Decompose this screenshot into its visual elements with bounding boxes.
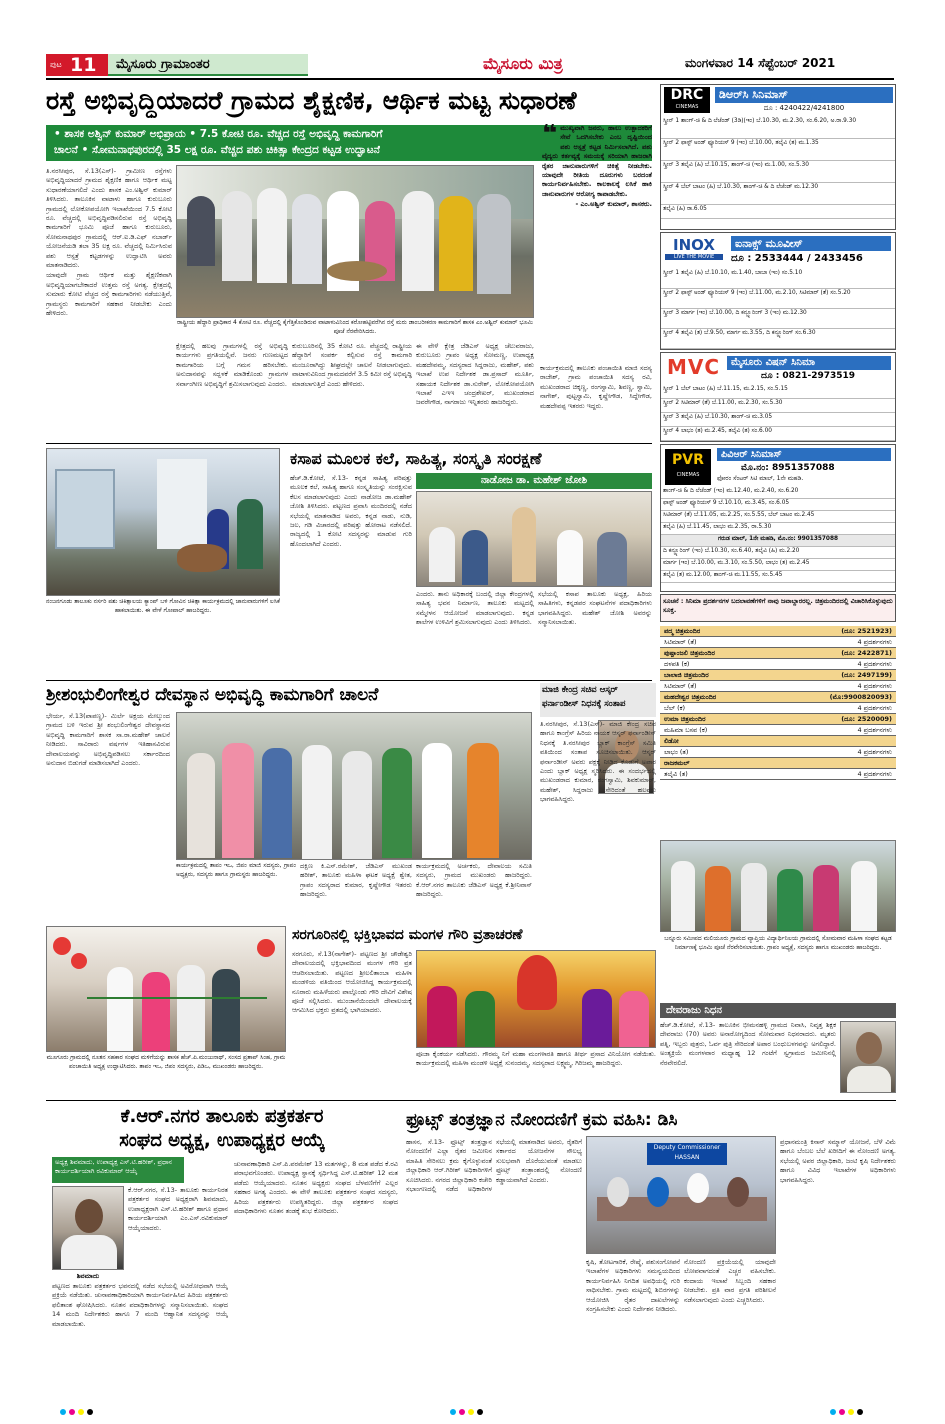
lead-photo-caption: ರಾಷ್ಟ್ರೀಯ ಹೆದ್ದಾರಿ ಪ್ರಾಧಿಕಾರ 4 ಕೋಟಿ ರೂ. ವೆಚ್ಚದಲ್ಲಿ ಕೈಗೆತ್ತಿಕೊಂಡಿರುವ ವಾಟಾಳುವಿನಿಂದ ಕರೋಹಟ್ಟಿವರೆಗಿನ ರಸ್ತೆ ಮರು ಡಾಂಬರೀಕರಣ ಕಾಮಗಾರಿಗೆ ಶಾಸಕ ಎಂ.ಅಶ್ವಿನ್ ಕುಮಾರ್ ಭೂಮಿ ಪೂಜೆ ನೆರವೇರಿಸಿದರು. [177,319,533,335]
mvc-title: ಮೈಸೂರು ವಿಷನ್ ಸಿನಿಮಾ [727,356,891,370]
page-label: ಪುಟ [50,60,62,69]
oscar-headline-1: ಮಾಜಿ ಕೇಂದ್ರ ಸಚಿವ ಆಸ್ಕರ್ [542,685,618,695]
pvr-logo [665,449,711,485]
dc-banner-line-2: HASSAN [674,1154,700,1161]
inox-row: ಸ್ಕ್ರೀನ್ 3 ಮಾರ್ಗ (ಇಂ) ಬೆ.10.00, ದಿ ಕನ್ಜ್ಯೂರಿಂಗ್ 3 (ಇಂ) ಮ.12.30 [661,309,895,329]
temple-col-2: ದಕ್ಷಿಣ ಕಿ.ಎಸ್.ರಮೇಶ್, ಜೆಡಿಎಸ್ ಮುಖಂಡ ಹರೀಶ್, ತಾಲೂಕು ಮಹಿಳಾ ಘಟಕ ಅಧ್ಯಕ್ಷೆ ಶ್ವೇತ, ಗ್ರಾಪಂ ಸದಸ್ಯರಾದ ಕುಮಾರ, ಕೃಷ್ಣೇಗೌಡ ಇತರರು ಹಾಜರಿದ್ದರು. [300,862,412,899]
oscar-head-box [540,683,656,717]
pvr-address: ಫೋರಂ ಸೆಂಟರ್ ಸಿಟಿ ಮಾಲ್, 1ನೇ ಮಹಡಿ. [717,475,804,482]
theatre-shows: 4 ಪ್ರದರ್ಶನಗಳು [857,660,892,668]
krnagar-headline-2: ಸಂಘದ ಅಧ್ಯಕ್ಷ, ಉಪಾಧ್ಯಕ್ಷರ ಆಯ್ಕೆ [119,1130,325,1151]
mvc-logo: MVC [667,355,721,379]
drc-logo-sub: CINEMAS [675,104,699,110]
gowri-photo [416,950,656,1048]
obit-headline: ದೇವರಾಜು ನಿಧನ [660,1003,896,1018]
fruits-col-4: ಪ್ರಧಾನಮಂತ್ರಿ ಕಿಸಾನ್ ಸಮ್ಮಾನ್ ಯೋಜನೆ, ಬೆಳೆ ವಿಮೆ ಹಾಗೂ ಬೆಂಬಲ ಬೆಲೆ ಖರೀದಿಗೆ ಈ ನೋಂದಣಿ ಅಗತ್ಯ. ಸಭೆಯಲ್ಲಿ ಅಪರ ಜಿಲ್ಲಾಧಿಕಾರಿ, ಜಂಟಿ ಕೃಷಿ ನಿರ್ದೇಶಕರು ಹಾಗೂ ವಿವಿಧ ಇಲಾಖೆಗಳ ಅಧಿಕಾರಿಗಳು ಭಾಗವಹಿಸಿದ್ದರು. [780,1138,896,1184]
registration-dots-center [450,1400,486,1419]
lead-quote-author: - ಎಂ.ಅಶ್ವಿನ್ ಕುಮಾರ್, ಶಾಸಕರು. [575,200,652,209]
dc-banner [647,1143,727,1165]
theatre-movie: ಸಿಟಿಮಾರ್ (ತೆ) [664,638,697,646]
theatre-shows: 4 ಪ್ರದರ್ಶನಗಳು [857,682,892,690]
krnagar-col-2: ಚುನಾವಣಾಧಿಕಾರಿ ಎಸ್.ಪಿ.ಪರಮೇಶ್ 13 ಮತಗಳನ್ನು, 8 ಮತ ಪಡೆದ ಕೆ.ರವಿ ಪರಾಭವಗೊಂಡರು. ಉಪಾಧ್ಯಕ್ಷ ಸ್ಥಾನಕ್ಕೆ ಸ್ಪರ್ಧಿಸಿದ್ದ ಎಸ್.ಟಿ.ಹರೀಶ್ 12 ಮತ ಪಡೆದು ಆಯ್ಕೆಯಾದರು. ನೂತನ ಅಧ್ಯಕ್ಷರು ಸಂಘದ ಬೆಳವಣಿಗೆಗೆ ಎಲ್ಲರ ಸಹಕಾರ ಅಗತ್ಯ ಎಂದರು. ಈ ವೇಳೆ ತಾಲೂಕು ಪತ್ರಕರ್ತರ ಸಂಘದ ಸದಸ್ಯರು, ಹಿರಿಯ ಪತ್ರಕರ್ತರು ಉಪಸ್ಥಿತರಿದ್ದರು. ಜಿಲ್ಲಾ ಪತ್ರಕರ್ತರ ಸಂಘದ ಪದಾಧಿಕಾರಿಗಳು ನೂತನ ತಂಡಕ್ಕೆ ಶುಭ ಕೋರಿದರು. [234,1160,398,1216]
theatre-movie: ಲಾಭಂ (ತ) [664,748,689,756]
krnagar-photo-label: ಶಿವಮಾದು [76,1272,100,1280]
shop-photo [46,926,286,1052]
drc-schedule [661,117,895,219]
lead-bottom-rule [46,443,652,444]
fruits-col-3: ನೋಂದಣಿ ಪ್ರಕ್ರಿಯೆಯಲ್ಲಿ ಯಾವುದೇ ಲೋಪವಾಗದಂತೆ ಎಚ್ಚರ ವಹಿಸಬೇಕು. ಕಂದಾಯ ಇಲಾಖೆ ಸಿಬ್ಬಂದಿ ಸಹಕಾರ ನೀಡಬೇಕು. ಪ್ರತಿ ವಾರ ಪ್ರಗತಿ ಪರಿಶೀಲನೆ ನಡೆಸಲಾಗುವುದು ಎಂದು ಎಚ್ಚರಿಸಿದರು. [684,1258,776,1304]
drc-row: ಸ್ಕ್ರೀನ್ 3 ತಲೈವಿ (ಹಿ) ಬೆ.10.15, ಶಾಂಗ್-ಚಿ (ಇಂ) ಮ.1.00, ಸಂ.5.30 [661,161,895,183]
masthead-rule [46,78,894,80]
pvr-schedule [661,487,895,583]
mvc-schedule [661,385,895,441]
theatre-movie: ದಳಪತಿ (ಕ) [664,660,690,668]
oscar-body: ತಿ.ನರಸೀಪುರ, ಸೆ.13(ಎಸ್)- ಮಾಜಿ ಕೇಂದ್ರ ಸಚಿವ ಹಾಗೂ ಕಾಂಗ್ರೆಸ್ ಹಿರಿಯ ನಾಯಕ ಆಸ್ಕರ್ ಫರ್ನಾಂಡೀಸ್ ನಿಧನಕ್ಕೆ ತಿ.ನರಸೀಪುರ ಬ್ಲಾಕ್ ಕಾಂಗ್ರೆಸ್ ಸಮಿತಿ ವತಿಯಿಂದ ಸಂತಾಪ ಸೂಚಿಸಲಾಯಿತು. ಆಸ್ಕರ್ ಫರ್ನಾಂಡೀಸ್ ಅವರು ಪಕ್ಷಕ್ಕೆ ನೀಡಿದ ಕೊಡುಗೆ ಅಪಾರ ಎಂದು ಬ್ಲಾಕ್ ಅಧ್ಯಕ್ಷ ಸ್ಮರಿಸಿದರು. ಈ ಸಂದರ್ಭದಲ್ಲಿ ಮುಖಂಡರಾದ ಕುಮಾರ, ರಂಗಸ್ವಾಮಿ, ಶಿವಕುಮಾರ್, ಮಹೇಶ್, ಸಿದ್ದರಾಜು ಸೇರಿದಂತೆ ಹಲವರು ಭಾಗವಹಿಸಿದ್ದರು. [540,720,656,804]
theatre-name: ಲಿಡೋ [664,737,679,745]
inox-logo-sub: LIVE THE MOVIE [665,254,723,260]
fruits-col-2: ಕೃಷಿ, ತೋಟಗಾರಿಕೆ, ರೇಷ್ಮೆ, ಪಶುಸಂಗೋಪನೆ ಇಲಾಖೆಗಳ ಅಧಿಕಾರಿಗಳು ಸಮನ್ವಯದಿಂದ ಕಾರ್ಯನಿರ್ವಹಿಸಿ ನಿಗದಿತ ಅವಧಿಯಲ್ಲಿ ಗುರಿ ಸಾಧಿಸಬೇಕು. ಗ್ರಾಮ ಮಟ್ಟದಲ್ಲಿ ಶಿಬಿರಗಳನ್ನು ಆಯೋಜಿಸಿ ರೈತರ ದಾಖಲೆಗಳನ್ನು ಸಂಗ್ರಹಿಸಬೇಕು ಎಂದು ನಿರ್ದೇಶನ ನೀಡಿದರು. [586,1258,680,1314]
shop-caption: ಮೂಗೂರು ಗ್ರಾಮದಲ್ಲಿ ನೂತನ ಸಹಕಾರ ಸಂಘದ ಮಳಿಗೆಯನ್ನು ಶಾಸಕ ಹೆಚ್.ಪಿ.ಮಂಜುನಾಥ್, ಸಂಸದ ಪ್ರತಾಪ್ ಸಿಂಹ, ಗ್ರಾಮ ಪಂಚಾಯಿತಿ ಅಧ್ಯಕ್ಷ ಉದ್ಘಾಟಿಸಿದರು. ತಾಪಂ ಇಒ, ಜಿಪಂ ಸದಸ್ಯರು, ಪಿಡಿಒ, ಮುಖಂಡರು ಹಾಜರಿದ್ದರು. [46,1054,286,1070]
gowri-headline: ಸರಗೂರಿನಲ್ಲಿ ಭಕ್ತಿಭಾವದ ಮಂಗಳ ಗೌರಿ ವ್ರತಾಚರಣೆ [292,927,523,943]
theatre-shows: 4 ಪ್ರದರ್ಶನಗಳು [857,726,892,734]
drc-logo-text: DRC [670,87,704,103]
krnagar-col-1: ಕೆ.ಆರ್.ನಗರ, ಸೆ.13- ತಾಲೂಕು ಕಾರ್ಯನಿರತ ಪತ್ರಕರ್ತರ ಸಂಘದ ಅಧ್ಯಕ್ಷರಾಗಿ ಶಿವಮಾದು, ಉಪಾಧ್ಯಕ್ಷರಾಗಿ ಎಸ್.ಟಿ.ಹರೀಶ್ ಹಾಗೂ ಪ್ರಧಾನ ಕಾರ್ಯದರ್ಶಿಯಾಗಿ ಎಂ.ಎಸ್.ರವಿಕುಮಾರ್ ಆಯ್ಕೆಯಾದರು. [128,1186,228,1232]
inox-row: ಸ್ಕ್ರೀನ್ 1 ತಲೈವಿ (ಹಿ) ಬೆ.10.10, ಮ.1.40, ಬಾಬಾ (ಇಂ) ಸಂ.5.10 [661,269,895,289]
cinema-notice: ಸೂಚನೆ : ಸಿನಿಮಾ ಪ್ರದರ್ಶನಗಳ ಬದಲಾವಣೆಗಳಿಗೆ ನಾವು ಜವಾಬ್ದಾರರಲ್ಲ. ಚಿತ್ರಮಂದಿರದಲ್ಲಿ ವಿಚಾರಿಸಿಕೊಳ್ಳುವುದು ಸೂಕ್ತ. [660,594,896,622]
theatre-phone: (ದೂ: 2520009) [841,715,892,723]
theatre-movie: ಬೆಲ್ (ಕ) [664,704,686,712]
mvc-row: ಸ್ಕ್ರೀನ್ 2 ಸಿಟಿಮಾರ್ (ತೆ) ಬೆ.11.00, ಮ.2.30, ಸಂ.5.30 [661,399,895,413]
lead-col-3: ಕುರುಬೂರಿನಲ್ಲಿ 35 ಕೋಟಿ ರೂ. ವೆಚ್ಚದಲ್ಲಿ ರಾಷ್ಟ್ರೀಯ ಹೆದ್ದಾರಿಗೆ ಸಂಪರ್ಕ ಕಲ್ಪಿಸುವ ರಸ್ತೆ ಕಾಮಗಾರಿ ಮಂಜೂರಾಗಿದ್ದು ಶೀಘ್ರದಲ್ಲೇ ಚಾಲನೆ ನೀಡಲಾಗುವುದು. ವಾಟಾಳುವಿನಿಂದ ಗ್ರಾಮದವರೆಗೆ 3.5 ಕಿಮೀ ರಸ್ತೆ ಅಭಿವೃದ್ಧಿ ಮಾಡಲಾಗುತ್ತಿದೆ ಎಂದು ಹೇಳಿದರು. [292,342,412,388]
pvr-logo-sub: CINEMAS [676,472,700,478]
dc-banner-line-1: Deputy Commissioner [653,1144,721,1151]
mvc-phone: ದೂ : 0821-2973519 [761,371,856,381]
theatre-phone: (ದೂ: 2521923) [841,627,892,635]
lead-col-4: ಈ ವೇಳೆ ಕ್ಷೇತ್ರ ಜೆಡಿಎಸ್ ಅಧ್ಯಕ್ಷ ಚೆಲುವರಾಜು, ಕುರುಬೂರು ಗ್ರಾಪಂ ಅಧ್ಯಕ್ಷ ಸೋಮಣ್ಣ, ಉಪಾಧ್ಯಕ್ಷ ಮಹದೇವಮ್ಮ, ಸದಸ್ಯರಾದ ಸಿದ್ದರಾಜು, ಮಹೇಶ್, ಪಶು ಇಲಾಖೆ ಉಪ ನಿರ್ದೇಶಕ ಡಾ.ಪ್ರಸಾದ್ ಮೂರ್ತಿ, ಸಹಾಯಕ ನಿರ್ದೇಶಕ ಡಾ.ಸುರೇಶ್, ಲೋಕೋಪಯೋಗಿ ಇಲಾಖೆ ಎಇಇ ಚಂದ್ರಶೇಖರ್, ಮುಖಂಡರಾದ ಜವರೇಗೌಡ, ನಾಗರಾಜು ಇನ್ನಿತರರು ಹಾಜರಿದ್ದರು. [416,342,534,407]
right-photo [660,840,896,932]
drc-row: ಸ್ಕ್ರೀನ್ 4 ಬೆಲ್ ಬಾಟಂ (ಹಿ) ಬೆ.10.30, ಶಾಂಗ್-ಚಿ & ದಿ ಲೆಜೆಂಡ್ ಮ.12.30 [661,183,895,205]
inox-phone: ದೂ : 2533444 / 2433456 [731,253,863,264]
theatre-name: ರಾಜಕಮಲ್ [664,759,690,767]
drc-row: ತಲೈವಿ (ಹಿ) ರಾ.6.05 [661,205,895,219]
quote-mark-icon: ❝ [542,124,558,149]
kasapa-headline: ಕಸಾಪ ಮೂಲಕ ಕಲೆ, ಸಾಹಿತ್ಯ, ಸಂಸ್ಕೃತಿ ಸಂರಕ್ಷಣೆ [290,449,542,468]
theatre-entry [660,692,896,714]
temple-col-3: ಕಾರ್ಯಕ್ರಮದಲ್ಲಿ ಅರ್ಚಕರು, ದೇವಾಲಯ ಸಮಿತಿ ಸದಸ್ಯರು, ಗ್ರಾಮದ ಮುಖಂಡರು ಹಾಜರಿದ್ದರು. ಕೆ.ಆರ್.ನಗರ ತಾಲೂಕು ಜೆಡಿಎಸ್ ಅಧ್ಯಕ್ಷ ಕೆ.ಶ್ರೀನಿವಾಸ್ ಹಾಜರಿದ್ದರು. [416,862,532,899]
issue-date: ಮಂಗಳವಾರ 14 ಸೆಪ್ಟೆಂಬರ್ 2021 [685,56,836,70]
inox-logo-text: INOX [673,236,715,254]
drc-phone: ದೂ : 4240422/4241800 [763,104,845,112]
pvr-row: ಫಾಸ್ಟ್ ಅಂಡ್ ಫ್ಯೂರಿಯಸ್ 9 ಬೆ.10.10, ಮ.3.45, ಸಂ.6.05 [661,499,895,511]
right-photo-caption: ಬನ್ನೂರು ಸಮೀಪದ ಮಲಿಯೂರು ಗ್ರಾಮದ ವ್ಯಾಪ್ತಿಯ ವಿದ್ಯಾರ್ಥಿನಿಲಯ ಗ್ರಾಮದಲ್ಲಿ ಸೋಮವಾರ ಮಹಿಳಾ ಸಂಘದ ಕಟ್ಟಡ ನಿರ್ಮಾಣಕ್ಕೆ ಭೂಮಿ ಪೂಜೆ ನೆರವೇರಿಸಲಾಯಿತು. ಗ್ರಾಪಂ ಅಧ್ಯಕ್ಷೆ, ಸದಸ್ಯರು ಹಾಗೂ ಮುಖಂಡರು ಹಾಜರಿದ್ದರು. [664,935,892,951]
temple-caption: ಕಾರ್ಯಕ್ರಮದಲ್ಲಿ ತಾಪಂ ಇಒ, ಜಿಪಂ ಮಾಜಿ ಸದಸ್ಯರು, ಗ್ರಾಪಂ ಅಧ್ಯಕ್ಷರು, ಸದಸ್ಯರು ಹಾಗೂ ಗ್ರಾಮಸ್ಥರು ಹಾಜರಿದ್ದರು. [176,862,296,878]
theatre-entry [660,758,896,780]
theatre-name: ಬಾಲಾಜಿ ಚಿತ್ರಮಂದಿರ [664,671,709,679]
theatre-shows: 4 ಪ್ರದರ್ಶನಗಳು [857,770,892,778]
fruits-col-1: ಹಾಸನ, ಸೆ.13- ಫ್ರೂಟ್ಸ್ ತಂತ್ರಜ್ಞಾನ ನೋಂದಣಿಗೆ ಎಲ್ಲಾ ರೈತರ ಜಮೀನಿನ ಮಾಹಿತಿ ಸೇರಿಸಲು ಕ್ರಮ ಕೈಗೊಳ್ಳುವಂತೆ ಜಿಲ್ಲಾಧಿಕಾರಿ ಆರ್.ಗಿರೀಶ್ ಅಧಿಕಾರಿಗಳಿಗೆ ಸೂಚಿಸಿದರು. ನಗರದ ಜಿಲ್ಲಾಧಿಕಾರಿ ಕಚೇರಿ ಸಭಾಂಗಣದಲ್ಲಿ ನಡೆದ ಅಧಿಕಾರಿಗಳ ಸಭೆಯಲ್ಲಿ ಮಾತನಾಡಿದ ಅವರು, ರೈತರಿಗೆ ಸರ್ಕಾರದ ಯೋಜನೆಗಳ ಸೌಲಭ್ಯ ಸುಲಭವಾಗಿ ದೊರೆಯುವಂತೆ ಮಾಡಲು ಫ್ರೂಟ್ಸ್ ತಂತ್ರಾಂಶದಲ್ಲಿ ನೋಂದಣಿ ಕಡ್ಡಾಯವಾಗಿದೆ ಎಂದರು. [406,1138,582,1194]
registration-dots-left [60,1400,96,1419]
drc-title: ಡಿಆರ್‌ಸಿ ಸಿನಿಮಾಸ್ [715,87,893,103]
krnagar-col-1b: ಪಟ್ಟಣದ ತಾಲೂಕು ಪತ್ರಕರ್ತರ ಭವನದಲ್ಲಿ ನಡೆದ ಸಭೆಯಲ್ಲಿ ಅವಿರೋಧವಾಗಿ ಆಯ್ಕೆ ಪ್ರಕ್ರಿಯೆ ನಡೆಯಿತು. ಚುನಾವಣಾಧಿಕಾರಿಯಾಗಿ ಕಾರ್ಯನಿರ್ವಹಿಸಿದ ಹಿರಿಯ ಪತ್ರಕರ್ತರು ಫಲಿತಾಂಶ ಘೋಷಿಸಿದರು. ನೂತನ ಪದಾಧಿಕಾರಿಗಳನ್ನು ಸನ್ಮಾನಿಸಲಾಯಿತು. ಸಂಘದ 14 ಮಂದಿ ನಿರ್ದೇಶಕರು ಹಾಗೂ 7 ಮಂದಿ ಆಹ್ವಾನಿತ ಸದಸ್ಯರನ್ನು ಆಯ್ಕೆ ಮಾಡಲಾಯಿತು. [52,1282,228,1328]
theatre-name: ಪದ್ಮ ಚಿತ್ರಮಂದಿರ [664,627,701,635]
inox-schedule [661,269,895,349]
section-box [108,54,308,76]
inox-logo [665,236,723,266]
mvc-row: ಸ್ಕ್ರೀನ್ 4 ಲಾಭಂ (ತ) ಮ.2.45, ತಲೈವಿ (ತ) ಸಂ.6.00 [661,427,895,441]
pvr-row: ಸಿಟಿಮಾರ್ (ತೆ) ಬೆ.11.05, ಮ.2.25, ಸಂ.5.55, ಬೆಲ್ ಬಾಟಂ ಮ.2.45 [661,511,895,523]
drc-row: ಸ್ಕ್ರೀನ್ 1 ಶಾಂಗ್-ಚಿ & ದಿ ಲೆಜೆಂಡ್ (3ಡಿ)(ಇಂ) ಬೆ.10.30, ಮ.2.30, ಸಂ.6.20, ಅ.ರಾ.9.30 [661,117,895,139]
lead-col-2: ಕ್ಷೇತ್ರದಲ್ಲಿ ಹಲವು ಗ್ರಾಮಗಳಲ್ಲಿ ರಸ್ತೆ ಅಭಿವೃದ್ಧಿ ಕಾರ್ಯಗಳು ಪ್ರಗತಿಯಲ್ಲಿವೆ. ಜನರು ಗುಣಮಟ್ಟದ ಕಾಮಗಾರಿಯ ಬಗ್ಗೆ ಗಮನ ಹರಿಸಬೇಕು. ಅನುದಾನವನ್ನು ಸದ್ಬಳಕೆ ಮಾಡಿಕೊಂಡು ಗ್ರಾಮಗಳ ಸರ್ವಾಂಗೀಣ ಅಭಿವೃದ್ಧಿಗೆ ಶ್ರಮಿಸಲಾಗುವುದು ಎಂದರು. [176,342,288,388]
theatre-shows: 4 ಪ್ರದರ್ಶನಗಳು [857,748,892,756]
kasapa-col-1: ಹೆಚ್.ಡಿ.ಕೋಟೆ, ಸೆ.13- ಕನ್ನಡ ಸಾಹಿತ್ಯ ಪರಿಷತ್ತು ಮೂಲಕ ಕಲೆ, ಸಾಹಿತ್ಯ ಹಾಗೂ ಸಂಸ್ಕೃತಿಯನ್ನು ಸಂರಕ್ಷಿಸುವ ಕೆಲಸ ಮಾಡಲಾಗುವುದು ಎಂದು ನಾಡೋಜ ಡಾ.ಮಹೇಶ್ ಜೋಶಿ ತಿಳಿಸಿದರು. ಪಟ್ಟಣದ ಪ್ರವಾಸಿ ಮಂದಿರದಲ್ಲಿ ನಡೆದ ಸಭೆಯಲ್ಲಿ ಮಾತನಾಡಿದ ಅವರು, ಕನ್ನಡ ನಾಡು, ನುಡಿ, ಜಲ, ಗಡಿ ವಿಚಾರದಲ್ಲಿ ಪರಿಷತ್ತು ಹೋರಾಟ ನಡೆಸಲಿದೆ. ರಾಜ್ಯದಲ್ಲಿ 1 ಕೋಟಿ ಸದಸ್ಯರನ್ನು ಮಾಡುವ ಗುರಿ ಹೊಂದಲಾಗಿದೆ ಎಂದರು. [290,474,412,548]
theatre-entry [660,670,896,692]
theatre-phone: (ದೂ: 2422871) [841,649,892,657]
theatre-entry [660,714,896,736]
lead-col-1 [46,167,172,439]
fruits-headline: ಫ್ರೂಟ್ಸ್ ತಂತ್ರಜ್ಞಾನ ನೋಂದಣಿಗೆ ಕ್ರಮ ವಹಿಸಿ: ಡಿಸಿ [406,1110,678,1130]
garuda-head: ಗರುಡ ಮಾಲ್, 1ನೇ ಮಹಡಿ, ಮೊ.ನಂ: 9901357088 [661,535,895,547]
pvr-title: ಪಿವಿಆರ್ ಸಿನಿಮಾಸ್ [717,448,891,461]
page-number: 11 [70,54,97,76]
theatre-movie: ಮಹಿಮಾ ಬಸವ (ಕ) [664,726,708,734]
krnagar-headline-1: ಕೆ.ಆರ್.ನಗರ ತಾಲೂಕು ಪತ್ರಕರ್ತರ [120,1106,324,1127]
theatre-movie: ತಲೈವಿ (ತ) [664,770,688,778]
lead-photo [176,165,534,318]
pvr-row: ಶಾಂಗ್-ಚಿ & ದಿ ಲೆಜೆಂಡ್ (ಇಂ) ಮ.12.40, ಮ.2.40, ಸಂ.6.20 [661,487,895,499]
theatre-name: ಉಮಾ ಚಿತ್ರಮಂದಿರ [664,715,706,723]
kasapa-tag: ನಾಡೋಜ ಡಾ. ಮಹೇಶ್ ಜೋಶಿ [416,473,652,489]
kasapa-col-2: ಎಂದರು. ತಾನು ಅಧಿಕಾರಕ್ಕೆ ಬಂದಲ್ಲಿ ಜಿಲ್ಲಾ ಕೇಂದ್ರಗಳಲ್ಲಿ ಸಾಹಿತ್ಯ ಭವನ ನಿರ್ಮಾಣ, ತಾಲೂಕು ಮಟ್ಟದಲ್ಲಿ ಸಮ್ಮೇಳನ ಆಯೋಜನೆ ಮಾಡಲಾಗುವುದು. ಕನ್ನಡ ಶಾಲೆಗಳ ಉಳಿವಿಗೆ ಶ್ರಮಿಸಲಾಗುವುದು ಎಂದು ತಿಳಿಸಿದರು. [416,590,534,627]
mvc-row: ಸ್ಕ್ರೀನ್ 3 ತಲೈವಿ (ಹಿ) ಬೆ.10.30, ಶಾಂಗ್-ಚಿ ಮ.3.05 [661,413,895,427]
oscar-headline-2: ಫರ್ನಾಂಡೀಸ್ ನಿಧನಕ್ಕೆ ಸಂತಾಪ [542,699,626,709]
obit-body: ಹೆಚ್.ಡಿ.ಕೋಟೆ, ಸೆ.13- ತಾಲೂಕಿನ ಭೀಮನಹಳ್ಳಿ ಗ್ರಾಮದ ನಿವಾಸಿ, ನಿವೃತ್ತ ಶಿಕ್ಷಕ ದೇವರಾಜು (70) ಅವರು ಅನಾರೋಗ್ಯದಿಂದ ಸೋಮವಾರ ನಿಧನರಾದರು. ಮೃತರು ಪತ್ನಿ, ಇಬ್ಬರು ಪುತ್ರರು, ಓರ್ವ ಪುತ್ರಿ ಸೇರಿದಂತೆ ಅಪಾರ ಬಂಧುಬಳಗವನ್ನು ಅಗಲಿದ್ದಾರೆ. ಅಂತ್ಯಕ್ರಿಯೆ ಮಂಗಳವಾರ ಮಧ್ಯಾಹ್ನ 12 ಗಂಟೆಗೆ ಸ್ವಗ್ರಾಮದ ಜಮೀನಿನಲ್ಲಿ ನೆರವೇರಲಿದೆ. [660,1021,836,1067]
lead-quote: ಮುಖ್ಯವಾಗಿ ಜನರು, ಹಾಲು ಉತ್ಪಾದಕರಿಗೆ ಸೇವೆ ಒದಗಿಸಬೇಕು ಎಂಬ ದೃಷ್ಟಿಯಿಂದ ಪಶು ಆಸ್ಪತ್ರೆ ಕಟ್ಟಡ ನಿರ್ಮಿಸಲಾಗಿದೆ. ಪಶು ವೈದ್ಯರು ಕರ್ತವ್ಯಕ್ಕೆ ಸಮಯಕ್ಕೆ ಸರಿಯಾಗಿ ಹಾಜರಾಗಿ ರೈತರ ಜಾನುವಾರುಗಳಿಗೆ ಚಿಕಿತ್ಸೆ ನೀಡಬೇಕು. ಯಾವುದೇ ರೀತಿಯ ದೂರುಗಳು ಬರದಂತೆ ಕಾರ್ಯನಿರ್ವಹಿಸಬೇಕು. ಕಾಲಕಾಲಕ್ಕೆ ಲಸಿಕೆ ಹಾಕಿ ಜಾನುವಾರುಗಳ ಆರೋಗ್ಯ ಕಾಪಾಡಬೇಕು. [542,124,652,198]
temple-col-1: ಭೇರ್ಯ, ಸೆ.13(ಪಾಪಣ್ಣ)- ಮಿರ್ಲೆ ಅಕ್ಷಯ ಮೇಲ್ಕುಂದ ಗ್ರಾಮದ ಬಳಿ ಇರುವ ಶ್ರೀ ಶಂಭುಲಿಂಗೇಶ್ವರ ದೇವಸ್ಥಾನದ ಅಭಿವೃದ್ಧಿ ಕಾಮಗಾರಿಗೆ ಶಾಸಕ ಸಾ.ರಾ.ಮಹೇಶ್ ಚಾಲನೆ ನೀಡಿದರು. ಸಾವಿರಾರು ವರ್ಷಗಳ ಇತಿಹಾಸವಿರುವ ದೇವಾಲಯವನ್ನು ಅಭಿವೃದ್ಧಿಪಡಿಸಲು ಸರ್ಕಾರದಿಂದ ಅನುದಾನ ಬಿಡುಗಡೆ ಮಾಡಿಸಲಾಗಿದೆ ಎಂದರು. [46,712,170,768]
krnagar-subhead: ಅಧ್ಯಕ್ಷ ಶಿವಮಾದು, ಉಪಾಧ್ಯಕ್ಷ ಎಸ್.ಟಿ.ಹರೀಶ್, ಪ್ರಧಾನ ಕಾರ್ಯದರ್ಶಿಯಾಗಿ ರವಿಕುಮಾರ್ ಆಯ್ಕೆ [52,1157,184,1183]
pvr-logo-text: PVR [672,452,704,468]
theatre-phone: (ಮೊ:9900820093) [829,693,892,701]
temple-headline: ಶ್ರೀಶಂಭುಲಿಂಗೇಶ್ವರ ದೇವಸ್ಥಾನ ಅಭಿವೃದ್ಧಿ ಕಾಮಗಾರಿಗೆ ಚಾಲನೆ [46,685,379,705]
kasapa-col-3: ಸಭೆಯಲ್ಲಿ ಕಸಾಪ ತಾಲೂಕು ಅಧ್ಯಕ್ಷ, ಹಿರಿಯ ಸಾಹಿತಿಗಳು, ಕನ್ನಡಪರ ಸಂಘಟನೆಗಳ ಪದಾಧಿಕಾರಿಗಳು ಭಾಗವಹಿಸಿದ್ದರು. ಮಹೇಶ್ ಜೋಶಿ ಅವರನ್ನು ಸನ್ಮಾನಿಸಲಾಯಿತು. [538,590,652,627]
pvr-phone: ಮೊ.ನಂ: 8951357088 [741,463,835,473]
inox-title: ಐನಾಕ್ಸ್ ಮೂವೀಸ್ [731,236,891,251]
paper-name: ಮೈಸೂರು ಮಿತ್ರ [483,54,563,73]
nursery-photo [46,448,280,596]
theatre-movie: ಸಿಟಿಮಾರ್ (ತೆ) [664,682,697,690]
lead-subhead-1: • ಶಾಸಕ ಅಶ್ವಿನ್ ಕುಮಾರ್ ಅಭಿಪ್ರಾಯ • 7.5 ಕೋಟಿ ರೂ. ವೆಚ್ಚದ ರಸ್ತೆ ಅಭಿವೃದ್ಧಿ ಕಾಮಗಾರಿಗೆ [54,128,383,140]
lead-col-5: ಕಾರ್ಯಕ್ರಮದಲ್ಲಿ ತಾಲೂಕು ಪಂಚಾಯಿತಿ ಮಾಜಿ ಸದಸ್ಯ ರಾಜೇಶ್, ಗ್ರಾಮ ಪಂಚಾಯಿತಿ ಸದಸ್ಯ ರವಿ, ಮುಖಂಡರಾದ ಚಿಕ್ಕಣ್ಣ, ರಂಗಸ್ವಾಮಿ, ಶಿವಣ್ಣ, ಸ್ವಾಮಿ, ನಾಗೇಶ್, ಪುಟ್ಟಸ್ವಾಮಿ, ಕೃಷ್ಣೇಗೌಡ, ಸಿದ್ದೇಗೌಡ, ಮಹದೇವಪ್ಪ ಇತರರು ಇದ್ದರು. [540,364,652,410]
theatre-entry [660,648,896,670]
inox-row: ಸ್ಕ್ರೀನ್ 2 ಫಾಸ್ಟ್ ಅಂಡ್ ಫ್ಯೂರಿಯಸ್ 9 (ಇಂ) ಬೆ.11.00, ಮ.2.10, ಸಿಟಿಮಾರ್ (ತೆ) ಸಂ.5.20 [661,289,895,309]
garuda-row: ಮಾರ್ಗ (ಇಂ) ಬೆ.10.00, ಮ.3.10, ಸಂ.5.50, ಲಾಭಂ (ತ) ಮ.2.45 [661,559,895,571]
temple-photo [176,712,532,860]
page-number-box [46,54,108,76]
garuda-row: ದಿ ಕನ್ಜ್ಯೂರಿಂಗ್ (ಇಂ) ಬೆ.10.30, ಸಂ.6.40, ತಲೈವಿ (ಹಿ) ಮ.2.20 [661,547,895,559]
registration-dots-right [830,1400,866,1419]
krnagar-photo [52,1186,124,1270]
gowri-body: ಸರಗೂರು, ಸೆ.13(ನಾಗೇಶ್)- ಪಟ್ಟಣದ ಶ್ರೀ ಚೌಡೇಶ್ವರಿ ದೇವಾಲಯದಲ್ಲಿ ಭಕ್ತಿಭಾವದಿಂದ ಮಂಗಳ ಗೌರಿ ವ್ರತ ಆಚರಿಸಲಾಯಿತು. ಪಟ್ಟಣದ ಶ್ರೀಲಲಿತಾಂಬಾ ಮಹಿಳಾ ಮಂಡಳಿಯ ವತಿಯಿಂದ ಆಯೋಜಿಸಿದ್ದ ಕಾರ್ಯಕ್ರಮದಲ್ಲಿ ನೂರಾರು ಮಹಿಳೆಯರು ಪಾಲ್ಗೊಂಡು ಗೌರಿ ದೇವಿಗೆ ವಿಶೇಷ ಪೂಜೆ ಸಲ್ಲಿಸಿದರು. ಮುಂಜಾನೆಯಿಂದಲೇ ದೇವಾಲಯಕ್ಕೆ ಆಗಮಿಸಿದ ಭಕ್ತರು ವ್ರತದಲ್ಲಿ ಭಾಗಿಯಾದರು. [292,950,412,1015]
lead-quote-box [542,124,652,364]
inox-box [660,232,896,350]
theatre-entry [660,736,896,758]
mvc-row: ಸ್ಕ್ರೀನ್ 1 ಬೆಲ್ ಬಾಟಂ (ಹಿ) ಬೆ.11.15, ಮ.2.15, ಸಂ.5.15 [661,385,895,399]
theatre-name: ಪುಷ್ಪಾಂಜಲಿ ಚಿತ್ರಮಂದಿರ [664,649,715,657]
theatre-phone: (ದೂ: 2497199) [841,671,892,679]
garuda-row: ತಲೈವಿ (ತ) ಮ.12.00, ಶಾಂಗ್-ಚಿ ಮ.11.55, ಸಂ.5.45 [661,571,895,583]
pvr-row: ತಲೈವಿ (ಹಿ) ಬೆ.11.45, ಲಾಭಂ ಮ.2.35, ರಾ.5.30 [661,523,895,535]
lead-para-2: ಯಾವುದೇ ಗ್ರಾಮ ಆರ್ಥಿಕ ಮತ್ತು ಶೈಕ್ಷಣಿಕವಾಗಿ ಅಭಿವೃದ್ಧಿಯಾಗಬೇಕಾದರೆ ಉತ್ತಮ ರಸ್ತೆ ಅಗತ್ಯ. ಕ್ಷೇತ್ರದಲ್ಲಿ ಸುಮಾರು ಕೋಟಿ ವೆಚ್ಚದ ರಸ್ತೆ ಕಾಮಗಾರಿಗಳು ನಡೆಯುತ್ತಿವೆ, ಗ್ರಾಮಸ್ಥರು ಕಾಮಗಾರಿಗೆ ಸಹಕಾರ ನೀಡಬೇಕು ಎಂದು ಹೇಳಿದರು. [46,271,172,318]
drc-box [660,84,896,230]
fruits-photo [586,1136,776,1254]
theatre-entry [660,626,896,648]
pvr-box [660,444,896,592]
drc-logo [664,87,710,113]
drc-row: ಸ್ಕ್ರೀನ್ 2 ಫಾಸ್ಟ್ ಅಂಡ್ ಫ್ಯೂರಿಯಸ್ 9 (ಇಂ) ಬೆ.10.00, ತಲೈವಿ (ತ) ಮ.1.35 [661,139,895,161]
theatre-shows: 4 ಪ್ರದರ್ಶನಗಳು [857,704,892,712]
lead-headline: ರಸ್ತೆ ಅಭಿವೃದ್ಧಿಯಾದರೆ ಗ್ರಾಮದ ಶೈಕ್ಷಣಿಕ, ಆರ್ಥಿಕ ಮಟ್ಟ ಸುಧಾರಣೆ [46,86,577,115]
lead-para-1: ತಿ.ನರಸೀಪುರ, ಸೆ.13(ಎಸ್)- ಗ್ರಾಮೀಣ ರಸ್ತೆಗಳು ಅಭಿವೃದ್ಧಿಯಾದರೆ ಗ್ರಾಮದ ಶೈಕ್ಷಣಿಕ ಹಾಗೂ ಆರ್ಥಿಕ ಮಟ್ಟ ಸುಧಾರಣೆಯಾಗಲಿದೆ ಎಂದು ಶಾಸಕ ಎಂ.ಅಶ್ವಿನ್ ಕುಮಾರ್ ತಿಳಿಸಿದರು. ತಾಲೂಕಿನ ವಾಟಾಳು ಹಾಗೂ ಕುರುಬೂರು ಗ್ರಾಮದಲ್ಲಿ ಲೋಕೋಪಯೋಗಿ ಇಲಾಖೆಯಿಂದ 7.5 ಕೋಟಿ ರೂ. ವೆಚ್ಚದಲ್ಲಿ ಅಭಿವೃದ್ಧಿಪಡಿಸಲಿರುವ ರಸ್ತೆ ಅಭಿವೃದ್ಧಿ ಕಾಮಗಾರಿಗೆ ಭೂಮಿ ಪೂಜೆ ಹಾಗೂ ಕುರುಬೂರು, ಸೋಮನಾಥಪುರ ಗ್ರಾಮದಲ್ಲಿ ಆರ್.ಐ.ಡಿ.ಎಫ್ ನಬಾರ್ಡ್ ಯೋಜನೆಯಡಿ ತಲಾ 35 ಲಕ್ಷ ರೂ. ವೆಚ್ಚದಲ್ಲಿ ನಿರ್ಮಿಸಿರುವ ಪಶು ಆಸ್ಪತ್ರೆ ಕಟ್ಟಡಗಳನ್ನು ಉದ್ಘಾಟಿಸಿ ಅವರು ಮಾತನಾಡಿದರು. [46,167,172,270]
lead-subhead-2: ಚಾಲನೆ • ಸೋಮನಾಥಪುರದಲ್ಲಿ 35 ಲಕ್ಷ ರೂ. ವೆಚ್ಚದ ಪಶು ಚಿಕಿತ್ಸಾ ಕೇಂದ್ರದ ಕಟ್ಟಡ ಉದ್ಘಾಟನೆ [54,144,381,156]
theatre-list [660,626,896,780]
bottom-section-rule [46,1100,896,1101]
theatre-name: ಮಹದೇಶ್ವರ ಚಿತ್ರಮಂದಿರ [664,693,717,701]
mvc-box [660,352,896,442]
kasapa-rule [46,680,652,681]
obit-photo [840,1021,896,1093]
theatre-shows: 4 ಪ್ರದರ್ಶನಗಳು [857,638,892,646]
nursery-caption: ನಂಜನಗೂಡು ತಾಲೂಕು ನರ್ಸರಿ ಪಶು ಚಿಕಿತ್ಸಾಲಯ ಕ್ಯಾಂಪ್ ಬಳಿ ಗೋವಿನ ಚಿಕಿತ್ಸಾ ಕಾರ್ಯಕ್ರಮದಲ್ಲಿ ಜಾನುವಾರುಗಳಿಗೆ ಲಸಿಕೆ ಹಾಕಲಾಯಿತು. ಈ ವೇಳೆ ಗೋಪಾಲ್ ಹಾಜರಿದ್ದರು. [46,598,280,614]
gowri-caption: ಪೂಜಾ ಕೈಂಕರ್ಯ ನಡೆಸಿದರು. ಗೌರಮ್ಮ ನಿಗೆ ಮಹಾ ಮಂಗಳಾರತಿ ಹಾಗೂ ತೀರ್ಥ ಪ್ರಸಾದ ವಿನಿಯೋಗ ನಡೆಯಿತು. ಕಾರ್ಯಕ್ರಮದಲ್ಲಿ ಮಹಿಳಾ ಮಂಡಳಿ ಅಧ್ಯಕ್ಷೆ ಸುನಂದಮ್ಮ, ಸದಸ್ಯರಾದ ಲಕ್ಷ್ಮಮ್ಮ, ಗಿರಿಜಮ್ಮ ಹಾಜರಿದ್ದರು. [416,1050,656,1068]
inox-row: ಸ್ಕ್ರೀನ್ 4 ತಲೈವಿ (ತ) ಬೆ.9.50, ಮಾರ್ಗ ಮ.3.55, ದಿ ಕನ್ಜ್ಯೂರಿಂಗ್ ಸಂ.6.30 [661,329,895,349]
kasapa-photo [416,491,652,587]
section-title: ಮೈಸೂರು ಗ್ರಾಮಾಂತರ [116,57,210,72]
